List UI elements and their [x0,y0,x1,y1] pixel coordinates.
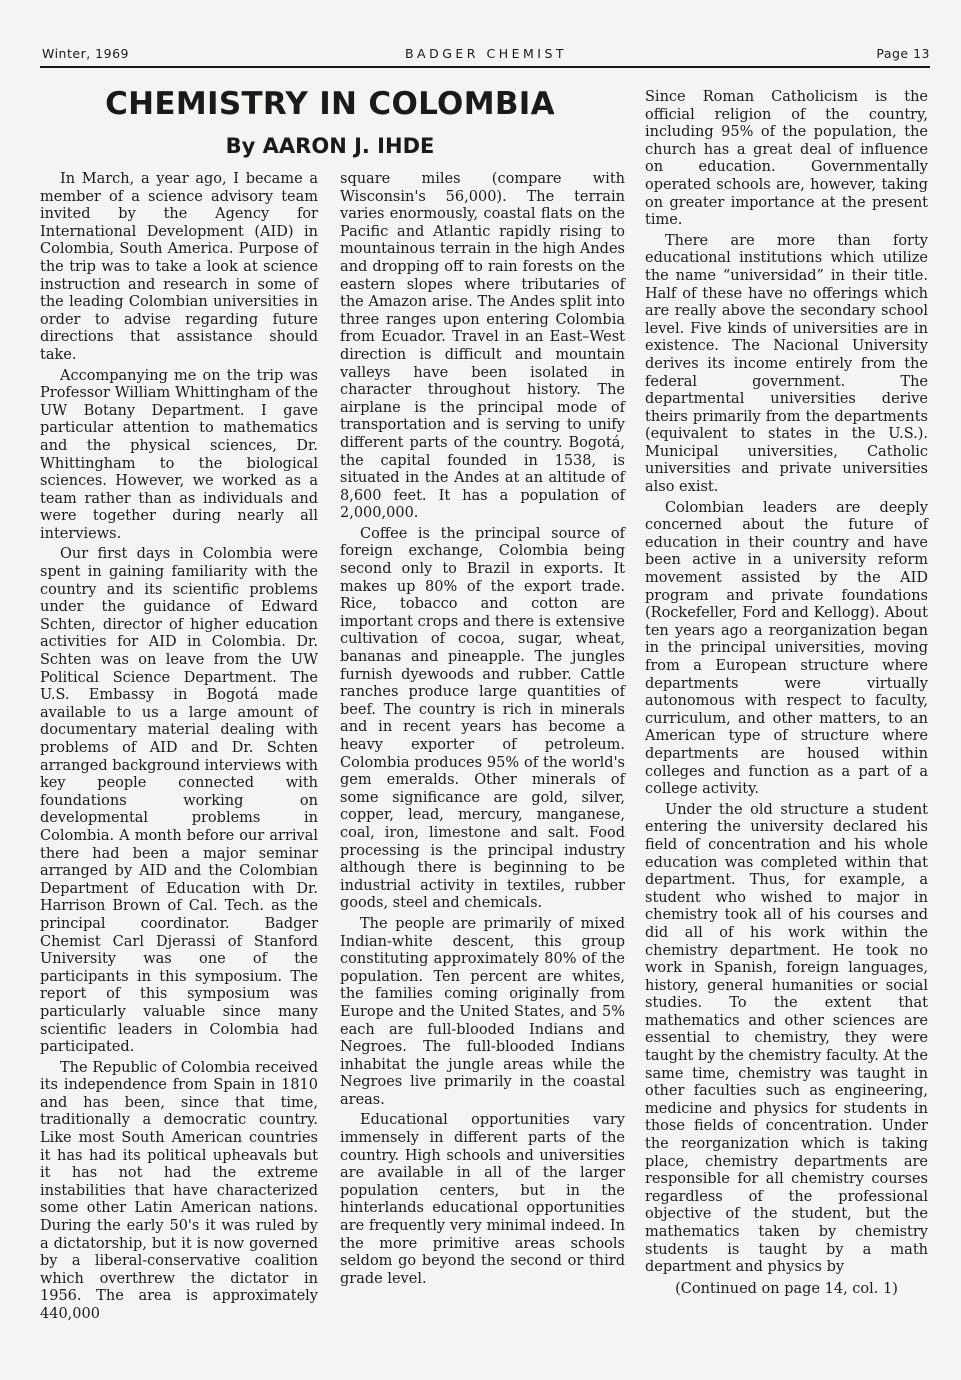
paragraph: Accompanying me on the trip was Professor William Whittingham of the UW Botany Department. I gave particular attention to mathematics and the physical sciences, Dr. Whittingham to the biological sciences. However, we worked as a team rather than as individuals and were together during nearly all interviews. [40,367,318,542]
paragraph: square miles (compare with Wisconsin's 56,000). The terrain varies enormously, coastal flats on the Pacific and Atlantic rapidly rising to mountainous terrain in the high Andes and dropping off to rain forests on the eastern slopes where tributaries of the Amazon arise. The Andes split into three ranges upon entering Colombia from Ecuador. Travel in an East–West direction is difficult and mountain valleys have been isolated in character throughout history. The airplane is the principal mode of transportation and is serving to unify different parts of the country. Bogotá, the capital founded in 1538, is situated in the Andes at an altitude of 8,600 feet. It has a population of 2,000,000. [340,171,625,522]
header-rule [40,66,930,68]
paragraph: The people are primarily of mixed Indian-white descent, this group constituting approximately 80% of the population. Ten percent are whites, the families coming originally from Europe and the United States, and 5% each are full-blooded Indians and Negroes. The full-blooded Indians inhabitat the jungle areas while the Negroes live primarily in the coastal areas. [340,915,625,1108]
publication-title: BADGER CHEMIST [404,46,568,61]
paragraph: Since Roman Catholicism is the official religion of the country, including 95% of the population, the church has a great deal of influence on education. Governmentally operated schools are, however, taking on greater importance at the present time. [645,89,928,229]
page-number: Page 13 [876,46,930,61]
paragraph: Our first days in Colombia were spent in gaining familiarity with the country and its scientific problems under the guidance of Edward Schten, director of higher education activities for AID in Colombia. Dr. Schten was on leave from the UW Political Science Department. The U.S. Embassy in Bogotá made available to us a large amount of documentary material dealing with problems of AID and Dr. Schten arranged background interviews with key people connected with foundations working on developmental problems in Colombia. A month before our arrival there had been a major seminar arranged by AID and the Colombian Department of Education with Dr. Harrison Brown of Cal. Tech. as the principal coordinator. Badger Chemist Carl Djerassi of Stanford University was one of the participants in this symposium. The report of this symposium was particularly valuable since many scientific leaders in Colombia had participated. [40,546,318,1056]
column-1 [40,171,318,1327]
article-byline: By AARON J. IHDE [225,134,435,158]
paragraph: The Republic of Colombia received its independence from Spain in 1810 and has been, since that time, traditionally a democratic country. Like most South American countries it has had its political upheavals but it has not had the extreme instabilities that have characterized some other Latin American nations. During the early 50's it was ruled by a dictatorship, but it is now governed by a liberal-conservative coalition which overthrew the dictator in 1956. The area is approximately 440,000 [40,1059,318,1322]
issue-date: Winter, 1969 [42,46,129,61]
paragraph: Colombian leaders are deeply concerned about the future of education in their country and have been active in a university reform movement assisted by the AID program and private foundations (Rockefeller, Ford and Kellogg). About ten years ago a reorganization began in the principal universities, moving from a European structure where departments were virtually autonomous with respect to faculty, curriculum, and other matters, to an American type of structure where departments are housed within colleges and function as a part of a college activity. [645,499,928,798]
paragraph: Coffee is the principal source of foreign exchange, Colombia being second only to Brazil in exports. It makes up 80% of the export trade. Rice, tobacco and cotton are important crops and there is extensive cultivation of cocoa, sugar, wheat, bananas and pineapple. The jungles furnish dyewoods and rubber. Cattle ranches produce large quantities of beef. The country is rich in minerals and in recent years has become a heavy exporter of petroleum. Colombia produces 95% of the world's gem emeralds. Other minerals of some significance are gold, silver, copper, lead, mercury, manganese, coal, iron, limestone and salt. Food processing is the principal industry although there is beginning to be industrial activity in textiles, rubber goods, steel and chemicals. [340,525,625,912]
column-2 [340,171,625,1291]
paragraph: In March, a year ago, I became a member of a science advisory team invited by the Agency for International Development (AID) in Colombia, South America. Purpose of the trip was to take a look at science instruction and research in some of the leading Colombian universities in order to advise regarding future directions that assistance should take. [40,171,318,363]
continuation-note: (Continued on page 14, col. 1) [675,1280,898,1297]
paragraph: Educational opportunities vary immensely in different parts of the country. High schools and universities are available in all of the larger population centers, but in the hinterlands educational opportunities are frequently very minimal indeed. In the more primitive areas schools seldom go beyond the second or third grade level. [340,1112,625,1287]
column-3 [645,89,928,1298]
paragraph: Under the old structure a student entering the university declared his field of concentration and his whole education was completed within that department. Thus, for example, a student who wished to major in chemistry took all of his courses and did all of his work within the chemistry department. He took no work in Spanish, foreign languages, history, general humanities or social studies. To the extent that mathematics and other sciences are essential to chemistry, they were taught by the chemistry faculty. At the same time, chemistry was taught in other faculties such as engineering, medicine and physics for students in those fields of concentration. Under the reorganization which is taking place, chemistry departments are responsible for all chemistry courses regardless of the professional objective of the student, but the mathematics taken by chemistry students is taught by a math department and physics by [645,801,928,1276]
page-header [42,46,930,64]
article-title: CHEMISTRY IN COLOMBIA [105,86,555,122]
paragraph: There are more than forty educational institutions which utilize the name “universidad” in their title. Half of these have no offerings which are really above the secondary school level. Five kinds of universities are in existence. The Nacional University derives its income entirely from the federal government. The departmental universities derive theirs primarily from the departments (equivalent to states in the U.S.). Municipal universities, Catholic universities and private universities also exist. [645,232,928,496]
